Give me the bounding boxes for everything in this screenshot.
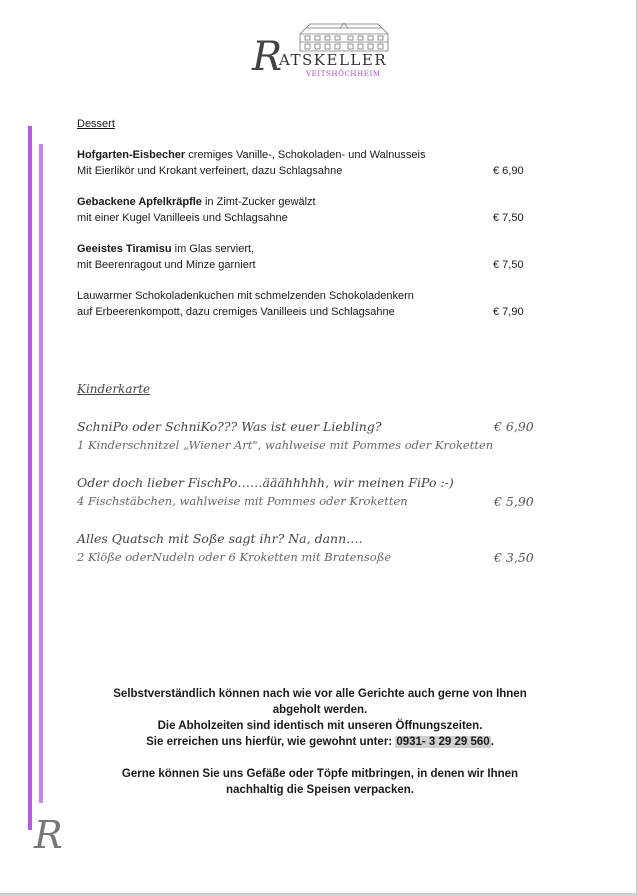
item-price: € 3,50 <box>494 550 534 565</box>
building-icon <box>296 22 392 52</box>
logo-subline: VEITSHÖCHHEIM <box>306 70 381 78</box>
dessert-item-eisbecher <box>77 147 532 179</box>
dessert-heading: Dessert <box>77 118 115 130</box>
kids-item-schnipo <box>77 418 547 454</box>
item-desc-line2: mit einer Kugel Vanilleeis und Schlagsahne <box>77 212 288 224</box>
notice-contact-suffix: . <box>490 736 494 748</box>
notice-line: Die Abholzeiten sind identisch mit unseren Öffnungszeiten. <box>157 720 483 732</box>
logo-initial: R <box>252 34 283 80</box>
item-name: Geeistes Tiramisu <box>77 243 172 255</box>
dessert-item-schokoladenkuchen <box>77 288 532 320</box>
accent-bar-outer <box>28 126 32 830</box>
notice-line: abgeholt werden. <box>272 704 368 716</box>
item-desc: 4 Fischstäbchen, wahlweise mit Pommes oder Kroketten <box>77 494 408 508</box>
item-desc-line2: Mit Eierlikör und Krokant verfeinert, dazu Schlagsahne <box>77 165 343 177</box>
item-price: € 6,90 <box>493 165 524 177</box>
item-name: Gebackene Apfelkräpfle <box>77 196 202 208</box>
kinderkarte-heading: Kinderkarte <box>77 382 151 396</box>
item-title: Oder doch lieber FischPo……ääähhhhh, wir meinen FiPo :-) <box>77 475 454 490</box>
item-desc: cremiges Vanille-, Schokoladen- und Walnusseis <box>185 149 426 161</box>
item-desc: im Glas serviert, <box>171 243 255 255</box>
dessert-item-apfelkraepfle <box>77 194 532 226</box>
item-title: SchniPo oder SchniKo??? Was ist euer Liebling? <box>77 419 382 434</box>
notice-line: nachhaltig die Speisen verpacken. <box>226 784 414 796</box>
ratskeller-logo <box>248 22 398 78</box>
item-name: Hofgarten-Eisbecher <box>77 149 186 161</box>
phone-number[interactable]: 0931- 3 29 29 560 <box>396 736 490 748</box>
notice-spacer <box>80 750 560 766</box>
pickup-notice <box>80 686 560 798</box>
item-desc-line2: mit Beerenragout und Minze garniert <box>77 259 256 271</box>
notice-line: Selbstverständlich können nach wie vor alle Gerichte auch gerne von Ihnen <box>113 688 527 700</box>
notice-line: Gerne können Sie uns Gefäße oder Töpfe mitbringen, in denen wir Ihnen <box>121 768 519 780</box>
accent-bar-inner <box>39 144 43 803</box>
item-price: € 5,90 <box>494 494 534 509</box>
item-desc-line2: auf Erbeerenkompott, dazu cremiges Vanilleeis und Schlagsahne <box>77 306 395 318</box>
item-price: € 7,50 <box>493 212 524 224</box>
item-title: Alles Quatsch mit Soße sagt ihr? Na, dann…. <box>77 531 363 546</box>
item-desc: 1 Kinderschnitzel „Wiener Art", wahlweise mit Pommes oder Kroketten <box>77 438 494 452</box>
dessert-item-tiramisu <box>77 241 532 273</box>
notice-contact-line <box>80 734 560 750</box>
logo-wordmark: ATSKELLER <box>279 51 388 69</box>
item-price: € 7,90 <box>493 306 524 318</box>
kids-item-fipo <box>77 474 547 510</box>
item-price: € 7,50 <box>493 259 524 271</box>
notice-contact-prefix: Sie erreichen uns hierfür, wie gewohnt unter: <box>146 736 396 748</box>
item-price: € 6,90 <box>494 419 534 434</box>
item-desc: 2 Klöße oderNudeln oder 6 Kroketten mit Bratensoße <box>77 550 392 564</box>
item-name: Lauwarmer Schokoladenkuchen mit schmelzenden Schokoladenkern <box>77 290 414 302</box>
item-desc: in Zimt-Zucker gewälzt <box>201 196 316 208</box>
corner-logo-mark: R <box>34 813 63 857</box>
kids-item-kloesse <box>77 530 547 566</box>
